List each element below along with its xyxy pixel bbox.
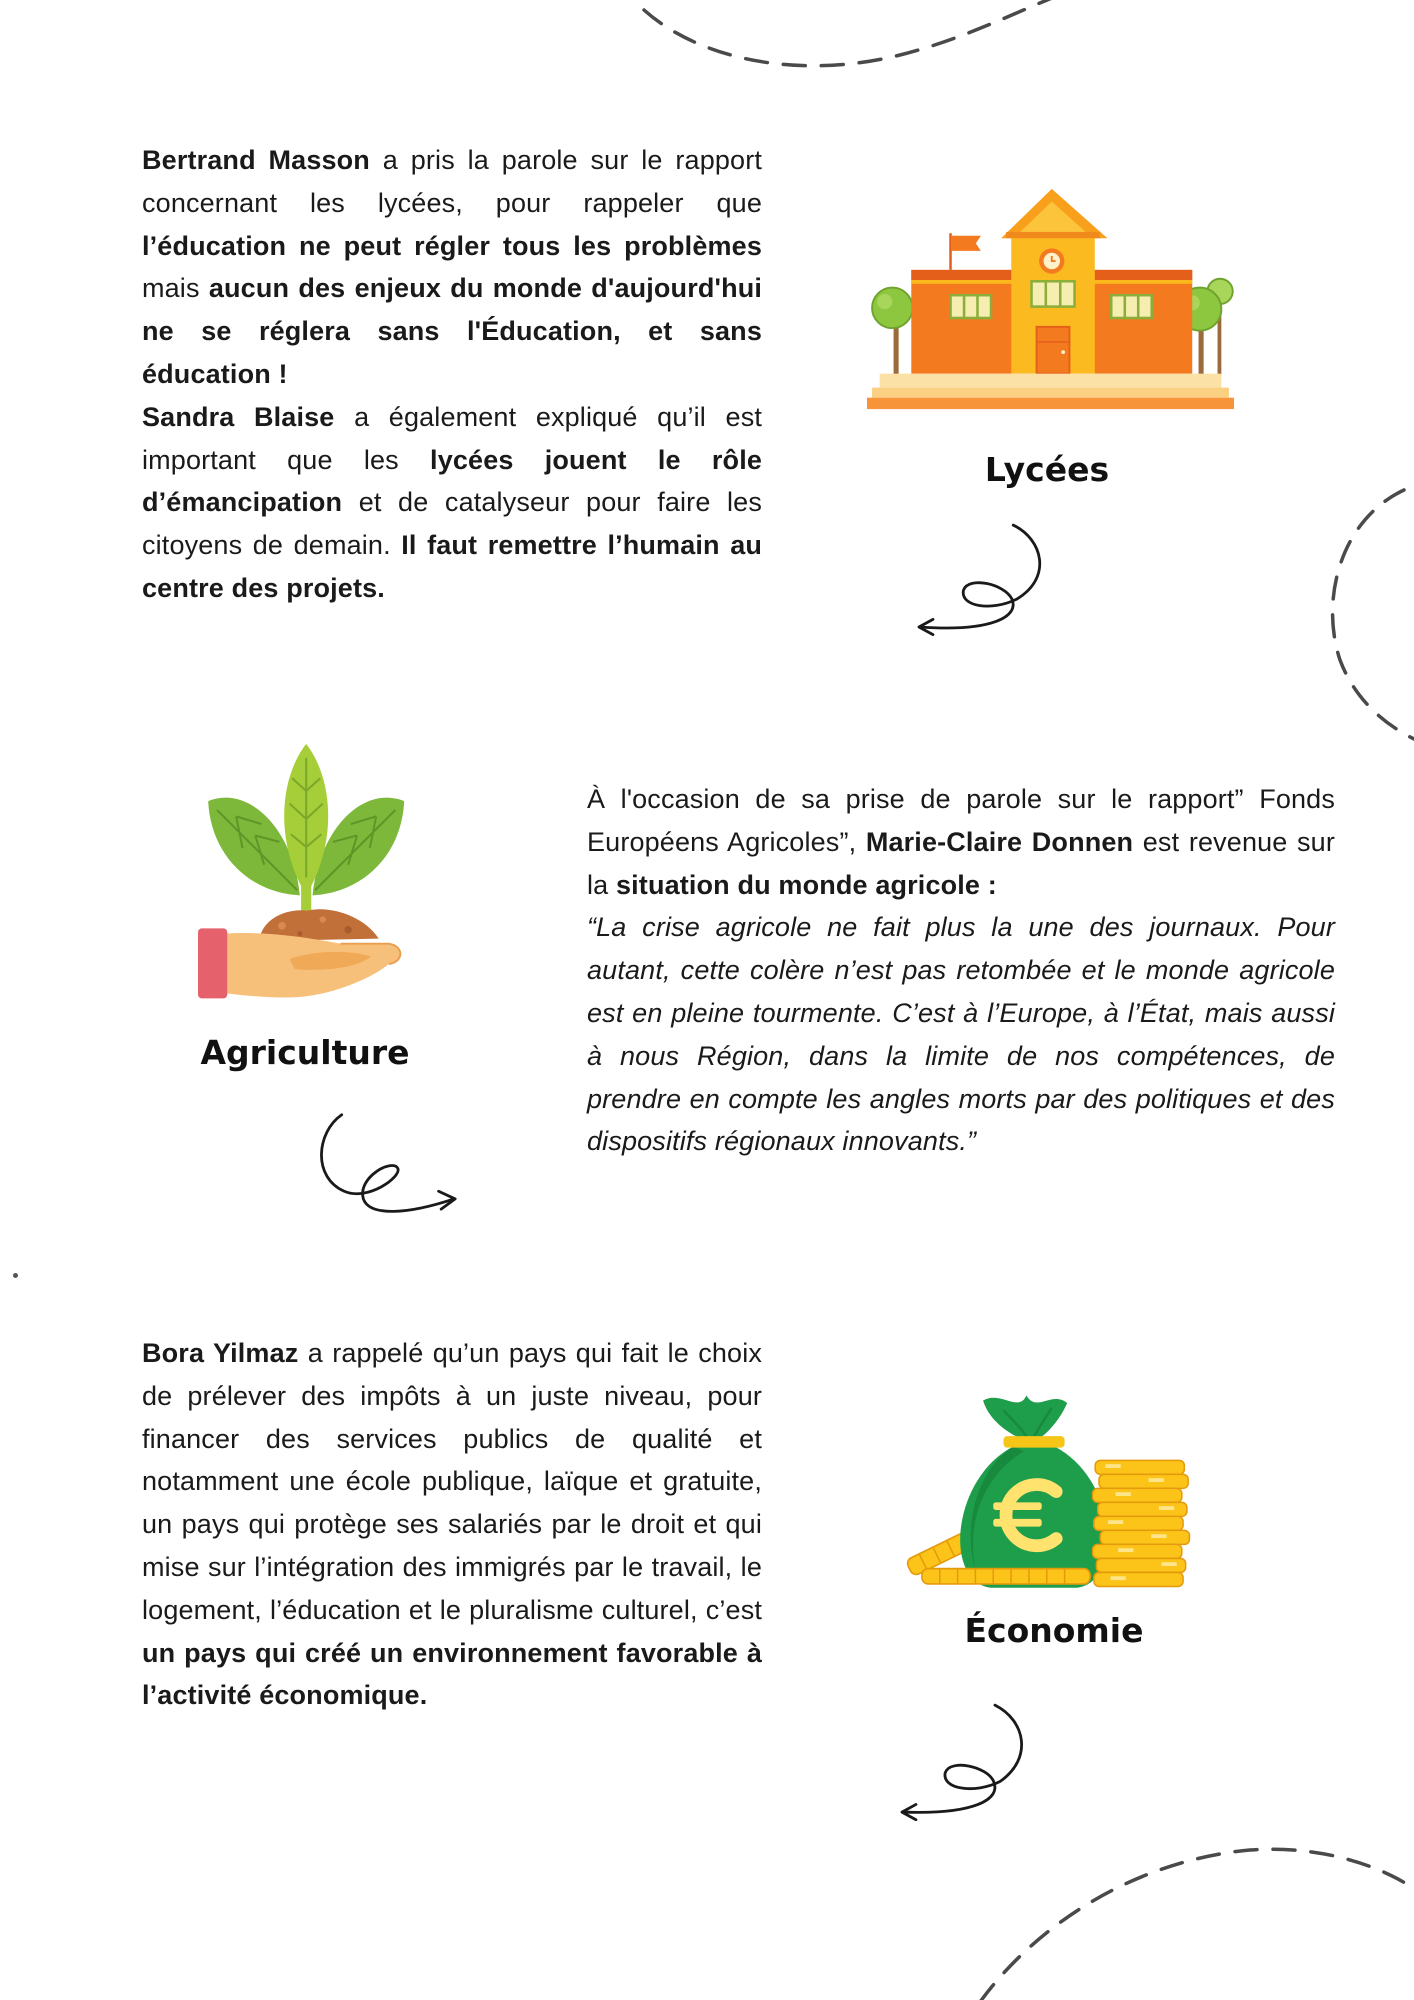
text-run: a également expliqué qu’il est important que les xyxy=(142,401,763,475)
economie-text xyxy=(142,1332,762,1717)
text-run: est revenue sur la xyxy=(587,826,1335,900)
lycees-text xyxy=(142,139,762,610)
section-label: Économie xyxy=(964,1611,1144,1650)
text-run: mais xyxy=(142,273,200,304)
decorative-dot xyxy=(13,1273,18,1278)
agriculture-text xyxy=(587,778,1335,1163)
section-label: Agriculture xyxy=(200,1033,410,1072)
dashed-curve-top xyxy=(644,0,1052,66)
emphasis-text: l’éducation ne peut régler tous les problèmes xyxy=(142,230,762,261)
text-run: a pris la parole sur le rapport concernant les lycées, pour rappeler que xyxy=(142,145,762,218)
text-run: et de catalyseur pour faire les citoyens de demain. xyxy=(142,487,762,561)
text-run: a rappelé qu’un pays qui fait le choix de prélever des impôts à un juste niveau, pour financer des services publics de qualité et notamment une école publique, laïque et gratuite, un pays qui protège ses salariés par le droit et qui mise sur l’intégration des immigrés par le travail, le logement, l’éducation et le pluralisme culturel, c’est xyxy=(142,1338,762,1625)
speaker-name: Bora Yilmaz xyxy=(142,1338,299,1368)
money-bag-euro-icon xyxy=(899,1390,1192,1588)
curly-arrow-right-icon xyxy=(306,1107,459,1222)
emphasis-text: Il faut remettre l’humain au centre des projets. xyxy=(142,530,762,603)
paragraph xyxy=(142,396,762,610)
paragraph xyxy=(142,1332,762,1717)
emphasis-text: un pays qui créé un environnement favorable à l’activité économique. xyxy=(142,1637,762,1711)
dashed-curve-right xyxy=(1333,490,1414,740)
curly-arrow-left-icon xyxy=(898,1700,1032,1821)
speaker-name: Bertrand Masson xyxy=(142,145,370,175)
plant-in-hand-icon xyxy=(198,740,408,1001)
quote-paragraph xyxy=(587,906,1335,1163)
dashed-curve-bottom xyxy=(980,1849,1414,2000)
section-label: Lycées xyxy=(984,450,1110,489)
school-building-icon xyxy=(867,185,1234,413)
curly-arrow-left-icon xyxy=(915,520,1049,641)
paragraph xyxy=(142,139,762,396)
emphasis-text: aucun des enjeux du monde d'aujourd'hui ne se réglera sans l'Éducation, et sans éducation ! xyxy=(142,273,763,389)
emphasis-text: lycées jouent le rôle d’émancipation xyxy=(142,444,763,518)
text-run: À l'occasion de sa prise de parole sur le rapport” Fonds Européens Agricoles”, xyxy=(587,784,1335,857)
emphasis-text: situation du monde agricole : xyxy=(615,869,997,900)
paragraph xyxy=(587,778,1335,906)
speaker-name: Sandra Blaise xyxy=(142,401,335,432)
speaker-name: Marie-Claire Donnen xyxy=(865,826,1134,857)
quote-text: “La crise agricole ne fait plus la une des journaux. Pour autant, cette colère n’est pas retombée et le monde agricole est en pleine tourmente. C’est à l’Europe, à l’État, mais aussi à nous Région, dans la limite de nos compétences, de prendre en compte les angles morts par des politiques et des dispositifs régionaux innovants.” xyxy=(587,912,1335,1157)
